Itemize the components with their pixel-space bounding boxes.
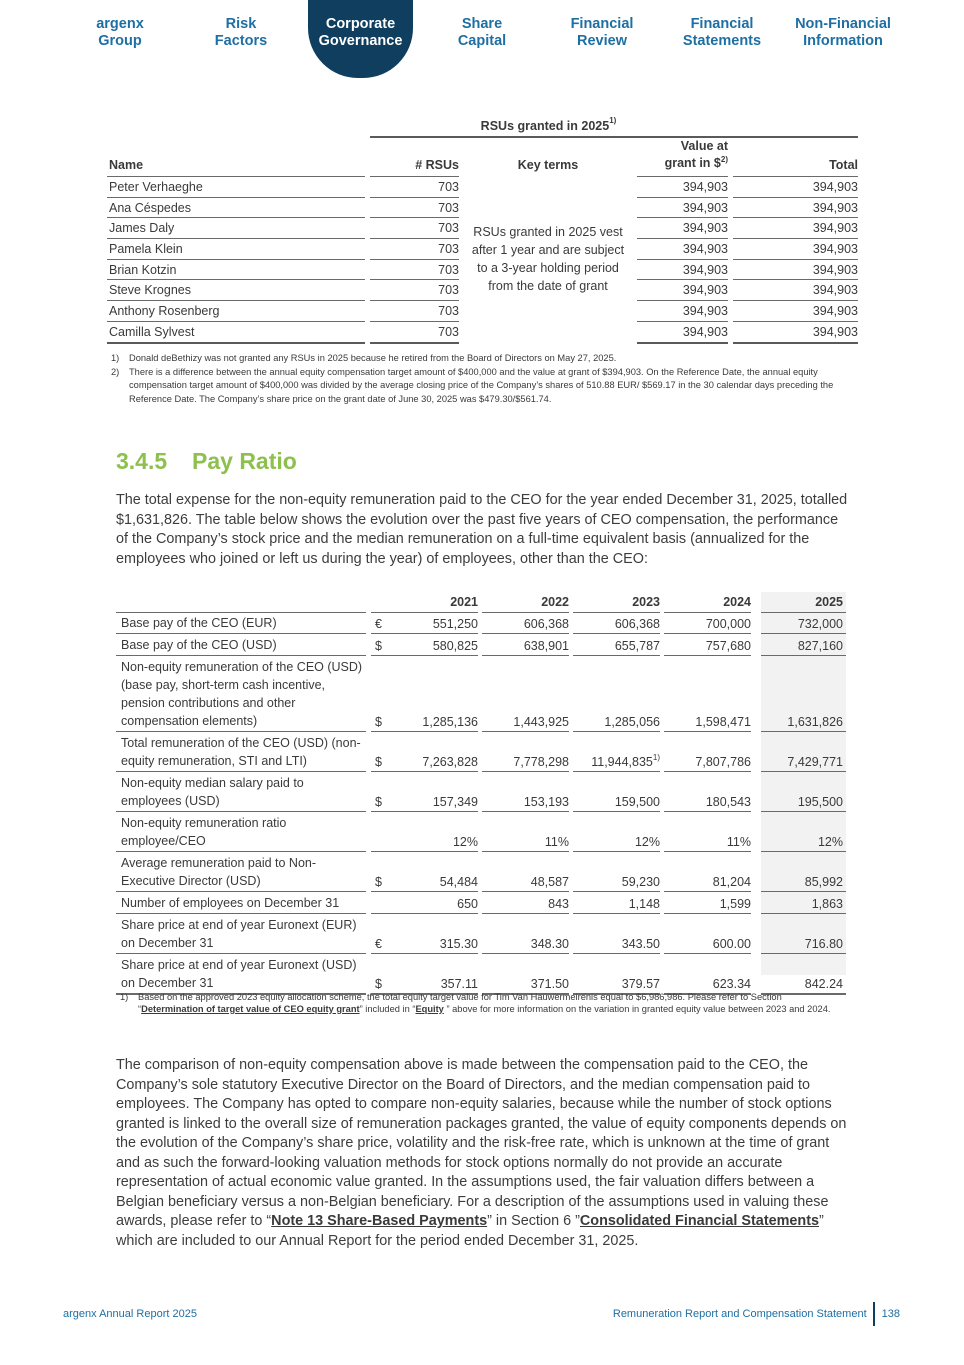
rule — [371, 953, 391, 954]
rule — [761, 913, 846, 914]
cell-value-text: 1,631,826 — [787, 715, 843, 729]
rule — [391, 953, 478, 954]
rule — [761, 731, 846, 732]
cell-value-text: 180,543 — [705, 795, 751, 809]
cell-value-text: 757,680 — [705, 639, 751, 653]
cell-value-text: 153,193 — [523, 795, 569, 809]
rule — [482, 655, 569, 656]
currency-symbol: € — [375, 937, 382, 951]
cell-value — [482, 793, 569, 811]
rule — [371, 633, 391, 634]
currency-symbol: $ — [375, 795, 382, 809]
table-row — [116, 813, 846, 852]
cell-value-text: 843 — [548, 897, 569, 911]
cell-value-text: 81,204 — [712, 875, 751, 889]
rule — [761, 953, 846, 954]
cell-rsus: 703 — [370, 197, 459, 218]
cell-value-text: 371.50 — [530, 977, 569, 991]
year-header: 2024 — [723, 595, 751, 609]
nav-label: Statements — [682, 33, 762, 49]
cell-value: 394,903 — [637, 321, 728, 342]
currency-symbol: $ — [375, 875, 382, 889]
cell-value — [664, 975, 751, 993]
rule — [573, 655, 660, 656]
footer-section-title: Remuneration Report and Compensation Statement — [612, 1308, 867, 1320]
rule — [116, 953, 366, 954]
row-label: Share price at end of year Euronext (EUR) on December 31 — [121, 918, 357, 950]
footer-section — [613, 1302, 900, 1326]
cell-value — [573, 833, 660, 851]
rule — [664, 811, 751, 812]
nav-tab-financial-review[interactable] — [542, 16, 662, 50]
rule — [761, 891, 846, 892]
nav-label: Capital — [457, 33, 507, 49]
cell-value-text: 379.57 — [621, 977, 660, 991]
rule — [116, 731, 366, 732]
rule — [482, 811, 569, 812]
cell-value — [664, 793, 751, 811]
rule — [482, 771, 569, 772]
nav-label: Review — [577, 33, 627, 49]
footnote-marker: 1) — [652, 753, 660, 762]
cell-value-text: 85,992 — [804, 875, 843, 889]
cell-value-text: 606,368 — [523, 617, 569, 631]
cell-name: Anthony Rosenberg — [107, 300, 365, 321]
rule — [371, 913, 391, 914]
cell-value — [664, 833, 751, 851]
rule — [664, 731, 751, 732]
cell-value-text: 1,285,136 — [422, 715, 478, 729]
cell-value — [573, 793, 660, 811]
cell-value-text: 195,500 — [797, 795, 843, 809]
currency-symbol: $ — [375, 755, 382, 769]
col-header-key-terms: Key terms — [517, 158, 579, 172]
cell-value — [761, 637, 843, 655]
key-terms-cell: RSUs granted in 2025 vest after 1 year and are subject to a 3-year holding period from the date of grant — [471, 225, 625, 293]
rsu-footnotes — [111, 352, 856, 406]
rule — [391, 913, 478, 914]
paragraph-text: The comparison of non-equity compensation above is made between the compensation paid to the CEO, the Company’s sole statutory Executive Director on the Board of Directors, and the median compensation paid to employees. The Company has opted to compare non-equity salaries, because while the number of stock options granted is linked to the overall size of remuneration packages granted, the value of equity components depends on the evolution of the Company’s share price, volatility and the risk-free rate, which is unknown at the time of grant and as such the forward-looking valuation methods for stock options normally do not provide an accurate representation of actual economic value granted. In the assumptions used, the fair valuation differs between a Belgian beneficiary versus a non-Belgian beneficiary. For a description of the assumptions used in valuing these awards, please refer to “ — [116, 1057, 847, 1229]
closing-paragraph — [116, 1056, 851, 1251]
cell-value — [391, 713, 478, 731]
rule — [391, 731, 478, 732]
row-label: Share price at end of year Euronext (USD) on December 31 — [121, 958, 357, 990]
nav-label: Share — [461, 16, 503, 32]
cell-rsus: 703 — [370, 259, 459, 280]
link-note-13[interactable]: Note 13 Share-Based Payments — [271, 1213, 488, 1229]
cell-value-text: 551,250 — [432, 617, 478, 631]
row-label: Base pay of the CEO (EUR) — [121, 616, 277, 630]
cell-name: Pamela Klein — [107, 238, 365, 259]
rule — [482, 731, 569, 732]
row-label: Total remuneration of the CEO (USD) (non-equity remuneration, STI and LTI) — [121, 736, 361, 768]
cell-value — [761, 833, 843, 851]
cell-value — [482, 753, 569, 771]
currency-symbol: $ — [375, 715, 382, 729]
footnote-number: 2) — [111, 366, 120, 377]
rule — [370, 342, 459, 344]
cell-value — [573, 713, 660, 731]
cell-value-text: 11% — [544, 835, 569, 849]
rule — [116, 913, 366, 914]
link-equity[interactable]: Equity — [415, 1003, 444, 1014]
cell-value-text: 1,863 — [811, 897, 843, 911]
rule — [761, 771, 846, 772]
cell-value — [482, 895, 569, 913]
cell-value-text: 842.24 — [804, 977, 843, 991]
link-consolidated-financial-statements[interactable]: Consolidated Financial Statements — [579, 1213, 819, 1229]
cell-rsus: 703 — [370, 217, 459, 238]
rule — [371, 851, 391, 852]
cell-total: 394,903 — [733, 176, 858, 197]
cell-total: 394,903 — [733, 321, 858, 342]
cell-value-text: 54,484 — [439, 875, 478, 889]
footnote-marker: 1) — [609, 116, 617, 125]
year-header: 2025 — [815, 595, 843, 609]
cell-value-text: 159,500 — [614, 795, 660, 809]
rule — [116, 771, 366, 772]
rule — [116, 811, 366, 812]
rsu-group-title — [370, 116, 727, 136]
cell-value — [761, 935, 843, 953]
cell-value-text: 11,944,835 — [591, 755, 653, 769]
nav-label: Risk — [225, 16, 257, 32]
nav-tab-share-capital[interactable] — [422, 16, 542, 50]
cell-total: 394,903 — [733, 197, 858, 218]
nav-tab-argenx-group[interactable] — [60, 16, 180, 50]
table-row — [116, 613, 846, 634]
cell-value — [664, 873, 751, 891]
rule — [761, 811, 846, 812]
rule — [391, 891, 478, 892]
col-header-value-line2: grant in $ — [664, 156, 721, 170]
cell-value-text: 12% — [817, 835, 843, 849]
footnote-text: There is a difference between the annual equity compensation target amount of $400,000 and the value at grant of $394,903. On the Reference Date, the annual equity compensation target amount of $400,000 was divided by the average closing price of the Company’s shares of 510.88 EUR/ $569.17 in the 30 calendar days preceding the Reference Date. The Company’s share price on the grant date of June 30, 2025 was $479.30/$561.74. — [129, 366, 834, 404]
row-label: Number of employees on December 31 — [121, 896, 340, 910]
cell-value-text: 59,230 — [621, 875, 660, 889]
currency-symbol: $ — [375, 639, 382, 653]
cell-value — [664, 935, 751, 953]
rule — [573, 633, 660, 634]
cell-value-text: 7,263,828 — [422, 755, 478, 769]
cell-value: 394,903 — [637, 259, 728, 280]
paragraph-text: ” which are included to our Annual Report for the period ended December 31, 2025. — [116, 1213, 824, 1249]
cell-total: 394,903 — [733, 279, 858, 300]
cell-value-text: 357.11 — [440, 977, 478, 991]
cell-value — [761, 793, 843, 811]
rule — [391, 851, 478, 852]
section-number: 3.4.5 — [116, 448, 168, 474]
currency-symbol: € — [375, 617, 382, 631]
cell-value — [761, 615, 843, 633]
cell-value-text: 7,807,786 — [695, 755, 751, 769]
rule — [573, 851, 660, 852]
cell-name: Brian Kotzin — [107, 259, 365, 280]
cell-value-text: 655,787 — [614, 639, 660, 653]
nav-tab-risk-factors[interactable] — [181, 16, 301, 50]
nav-label: Information — [803, 33, 883, 49]
cell-value-text: 343.50 — [621, 937, 660, 951]
top-navigation — [0, 0, 964, 80]
footnote-number: 1) — [111, 353, 120, 363]
cell-value — [573, 637, 660, 655]
table-row — [116, 893, 846, 914]
cell-value: 394,903 — [637, 238, 728, 259]
paragraph-text: ” in Section 6 ” — [487, 1213, 580, 1229]
footnote-text: Donald deBethizy was not granted any RSUs in 2025 because he retired from the Board of Directors on May 27, 2025. — [129, 353, 617, 363]
rule — [573, 953, 660, 954]
cell-value-text: 157,349 — [432, 795, 478, 809]
cell-value — [664, 753, 751, 771]
rule — [664, 633, 751, 634]
nav-label: argenx — [96, 16, 144, 32]
rule — [573, 891, 660, 892]
rule — [391, 771, 478, 772]
rule — [482, 851, 569, 852]
cell-value-text: 7,429,771 — [787, 755, 843, 769]
footnote-marker: 2) — [720, 155, 728, 164]
cell-name: Ana Céspedes — [107, 197, 365, 218]
rule — [116, 633, 366, 634]
cell-rsus: 703 — [370, 279, 459, 300]
cell-value-text: 638,901 — [523, 639, 569, 653]
nav-label: Factors — [214, 33, 268, 49]
rule — [482, 953, 569, 954]
cell-value: 394,903 — [637, 279, 728, 300]
cell-value-text: 12% — [452, 835, 478, 849]
cell-value-text: 600.00 — [712, 937, 751, 951]
table-row — [116, 733, 846, 772]
footnote — [111, 352, 856, 366]
cell-value — [573, 935, 660, 953]
cell-value-text: 1,148 — [628, 897, 660, 911]
cell-name: Peter Verhaeghe — [107, 176, 365, 197]
col-header-value — [637, 138, 728, 172]
nav-tab-financial-statements[interactable] — [662, 16, 782, 50]
cell-value — [573, 873, 660, 891]
cell-value — [573, 615, 660, 633]
rule — [107, 342, 365, 344]
rule — [482, 913, 569, 914]
cell-value-text: 716.80 — [804, 937, 843, 951]
cell-total: 394,903 — [733, 259, 858, 280]
row-label: Non-equity remuneration ratio employee/CEO — [121, 816, 287, 848]
rule — [637, 342, 728, 344]
rule — [371, 731, 391, 732]
row-label: Base pay of the CEO (USD) — [121, 638, 277, 652]
rule — [664, 891, 751, 892]
cell-value — [391, 975, 478, 993]
cell-value — [482, 975, 569, 993]
cell-name: James Daly — [107, 217, 365, 238]
rule — [664, 913, 751, 914]
rule — [391, 655, 478, 656]
rule — [482, 633, 569, 634]
table-row — [116, 657, 846, 732]
cell-rsus: 703 — [370, 176, 459, 197]
rule — [116, 891, 366, 892]
nav-label: Financial — [570, 16, 634, 32]
footnote — [120, 992, 832, 1015]
cell-value — [664, 615, 751, 633]
footnote — [111, 366, 856, 407]
cell-value: 394,903 — [637, 176, 728, 197]
pay-footnote — [120, 992, 832, 1015]
rule — [371, 891, 391, 892]
cell-value: 394,903 — [637, 300, 728, 321]
cell-value — [664, 713, 751, 731]
table-row — [116, 915, 846, 954]
rule — [573, 731, 660, 732]
footnote-number: 1) — [120, 992, 129, 1002]
cell-value — [761, 713, 843, 731]
intro-paragraph: The total expense for the non-equity remuneration paid to the CEO for the year ended December 31, 2025, totalled $1,631,826. The table below shows the evolution over the past five years of CEO compensation, the performance of the Company’s stock price and the median remuneration on a full-time equivalent basis (annualized for the employees who joined or left us during the year) of employees, other than the CEO: — [116, 492, 848, 567]
cell-rsus: 703 — [370, 238, 459, 259]
cell-value — [482, 873, 569, 891]
footnote-text: ” included in “ — [359, 1003, 416, 1014]
rule — [371, 811, 391, 812]
rule — [573, 771, 660, 772]
footnote-text: Based on the approved 2023 equity allocation scheme, the total equity target value for Tim Van Hauwermeirenis equal to $6,986,986. Please refer to Section “ — [138, 992, 782, 1014]
rule — [482, 891, 569, 892]
divider — [873, 1302, 875, 1326]
cell-value-text: 732,000 — [797, 617, 843, 631]
footer-report-title: argenx Annual Report 2025 — [63, 1308, 197, 1320]
link-target-value-ceo-equity[interactable]: Determination of target value of CEO equity grant — [141, 1003, 360, 1014]
rule — [733, 342, 858, 344]
table-row — [116, 955, 846, 994]
rule — [664, 771, 751, 772]
cell-value — [573, 753, 660, 771]
nav-tab-corporate-governance[interactable] — [308, 0, 413, 78]
year-header: 2023 — [632, 595, 660, 609]
cell-value-text: 7,778,298 — [513, 755, 569, 769]
nav-label: Governance — [318, 33, 403, 49]
cell-value — [391, 793, 478, 811]
cell-value-text: 580,825 — [432, 639, 478, 653]
cell-value: 394,903 — [637, 197, 728, 218]
cell-value-text: 315.30 — [439, 937, 478, 951]
cell-value — [391, 615, 478, 633]
cell-value-text: 700,000 — [705, 617, 751, 631]
rule — [664, 953, 751, 954]
cell-value — [761, 753, 843, 771]
cell-value-text: 650 — [457, 897, 478, 911]
cell-total: 394,903 — [733, 217, 858, 238]
year-header: 2021 — [450, 595, 478, 609]
cell-value — [482, 935, 569, 953]
col-header-name: Name — [109, 158, 144, 172]
cell-value — [482, 713, 569, 731]
rule — [664, 851, 751, 852]
cell-rsus: 703 — [370, 300, 459, 321]
nav-label: Financial — [690, 16, 754, 32]
rule — [573, 913, 660, 914]
cell-value — [391, 833, 478, 851]
cell-value — [391, 753, 478, 771]
rule — [761, 655, 846, 656]
nav-label: Group — [98, 33, 142, 49]
cell-value — [391, 895, 478, 913]
cell-value — [761, 873, 843, 891]
cell-value — [573, 895, 660, 913]
nav-label: Non-Financial — [795, 16, 891, 32]
section-heading — [116, 448, 297, 475]
row-label: Non-equity remuneration of the CEO (USD) (base pay, short-term cash incentive, pension contributions and other compensation elements) — [121, 660, 363, 728]
cell-value-text: 1,285,056 — [604, 715, 660, 729]
cell-value — [391, 935, 478, 953]
section-title: Pay Ratio — [192, 448, 297, 474]
table-row — [116, 773, 846, 812]
nav-tab-non-financial-information[interactable] — [783, 16, 903, 50]
cell-value: 394,903 — [637, 217, 728, 238]
rule — [371, 655, 391, 656]
cell-value-text: 827,160 — [797, 639, 843, 653]
rule — [370, 136, 858, 138]
currency-symbol: $ — [375, 977, 382, 991]
rule — [371, 771, 391, 772]
rule — [391, 811, 478, 812]
cell-total: 394,903 — [733, 238, 858, 259]
cell-value-text: 1,599 — [719, 897, 751, 911]
page-number: 138 — [881, 1308, 900, 1320]
rule — [391, 633, 478, 634]
cell-value — [761, 975, 843, 993]
cell-value-text: 1,598,471 — [695, 715, 751, 729]
table-row — [116, 853, 846, 892]
rule — [664, 655, 751, 656]
rule — [116, 655, 366, 656]
cell-value-text: 348.30 — [530, 937, 569, 951]
row-label: Average remuneration paid to Non-Executive Director (USD) — [121, 856, 317, 888]
nav-label: Corporate — [325, 16, 396, 32]
table-row — [116, 635, 846, 656]
rule — [116, 851, 366, 852]
rsu-group-title-text: RSUs granted in 2025 — [480, 119, 610, 133]
cell-total: 394,903 — [733, 300, 858, 321]
cell-value-text: 606,368 — [614, 617, 660, 631]
cell-value — [482, 833, 569, 851]
cell-value — [482, 615, 569, 633]
cell-value-text: 623.34 — [712, 977, 751, 991]
cell-value — [482, 637, 569, 655]
row-label: Non-equity median salary paid to employees (USD) — [121, 776, 304, 808]
cell-name: Steve Krognes — [107, 279, 365, 300]
cell-value-text: 1,443,925 — [513, 715, 569, 729]
cell-value-text: 48,587 — [530, 875, 569, 889]
cell-name: Camilla Sylvest — [107, 321, 365, 342]
cell-value — [391, 873, 478, 891]
rule — [761, 633, 846, 634]
year-header: 2022 — [541, 595, 569, 609]
col-header-rsus: # RSUs — [415, 158, 459, 172]
cell-value — [573, 975, 660, 993]
cell-value-text: 12% — [634, 835, 660, 849]
cell-value — [664, 895, 751, 913]
cell-value-text: 11% — [726, 835, 751, 849]
cell-value — [664, 637, 751, 655]
cell-value — [761, 895, 843, 913]
rule — [573, 811, 660, 812]
col-header-value-line1: Value at — [680, 139, 728, 153]
cell-rsus: 703 — [370, 321, 459, 342]
footnote-text: ” above for more information on the variation in granted equity value between 2023 and 2024. — [443, 1003, 831, 1014]
rule — [761, 851, 846, 852]
col-header-total: Total — [829, 158, 858, 172]
cell-value — [391, 637, 478, 655]
